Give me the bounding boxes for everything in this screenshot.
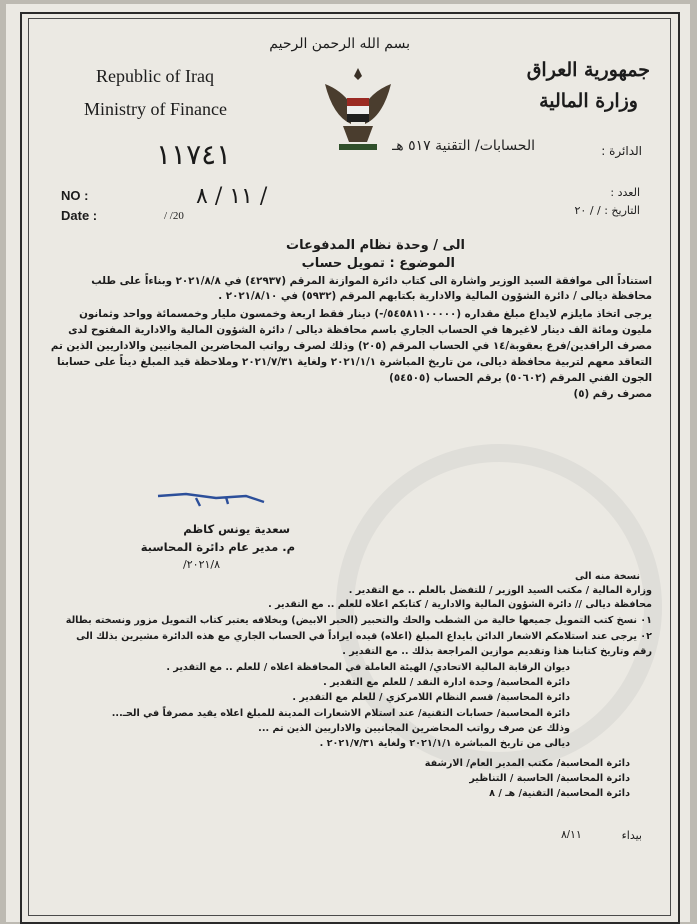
copy-line: ديالى من تاريخ المباشرة ٢٠٢١/١/١ ولغاية ٢٠٢١/٧/٣١ .: [319, 738, 570, 749]
copies-heading: نسخة منه الى: [574, 571, 640, 582]
letter-line: محافظة ديالى / دائرة الشؤون المالية والادارية بكتابهم المرقم (٥٩٣٢) في ٢٠٢١/٨/١٠ .: [218, 290, 652, 302]
date-label: Date :: [61, 208, 98, 223]
letter-line: مليون ومائة الف دينار لاغيرها في الحساب الجاري باسم محافظة ديالى / دائرة الشؤون المالية والادارية المفتوح لدى: [68, 324, 652, 336]
copy-line: ٠١ نسخ كتب التمويل جميعها خالية من الشطب والحك والتحبير (الحبر الابيض) وبخلافه يعتبر كتاب التمويل مزور ونسخته بطالة: [65, 615, 652, 626]
republic-en: Republic of Iraq: [96, 66, 214, 86]
signatory-name: سعدية يونس كاظم: [183, 522, 290, 536]
republic-ar: جمهورية العراق: [526, 59, 650, 81]
typist-ref: ٨/١١: [561, 829, 582, 841]
date-value: / /20: [164, 210, 184, 222]
iraq-eagle-emblem-icon: [321, 64, 395, 156]
copy-line: ديوان الرقابة المالية الاتحادي/ الهيئة العاملة في المحافظة اعلاه / للعلم .. مع التقدير .: [166, 662, 570, 673]
letter-line: التعاقد معهم لتربية محافظة ديالى، من تاريخ المباشرة ٢٠٢١/١/١ ولغاية ٢٠٢١/٧/٣١ وملاحظة قيد المبلغ ديناً على حسابنا: [57, 356, 652, 368]
letter-line: استناداً الى موافقة السيد الوزير واشارة الى كتاب دائرة الموازنة المرقم (٤٢٩٣٧) في ٢٠٢١/٨/٨ وبناءاً على طلب: [91, 275, 652, 287]
copy-line: وزارة المالية / مكتب السيد الوزير / للتفضل بالعلم .. مع التقدير .: [348, 585, 652, 596]
letter-line: يرجى اتخاذ مايلزم لايداع مبلغ مقداره (٥٤٥٨١١٠٠٠٠٠/-) دينار فقط اربعة وخمسون مليار وخمسمائة وواحد وثمانون: [79, 308, 652, 320]
copy-line: دائرة المحاسبة/ الحاسبة / التناظير: [469, 773, 630, 784]
handwritten-date: ١١ / ٨ /: [196, 184, 268, 209]
letter-recipient: الى / وحدة نظام المدفوعات: [286, 238, 465, 253]
copy-line: دائرة المحاسبة/ التقنية/ هـ / ٨: [489, 788, 630, 799]
copy-line: دائرة المحاسبة/ قسم النظام اللامركزي / للعلم مع التقدير .: [292, 692, 570, 703]
ministry-ar: وزارة المالية: [539, 90, 638, 112]
handwritten-number: ١١٧٤١: [156, 138, 232, 171]
department-label: الدائرة :: [601, 144, 642, 158]
letter-line: مصرف الرافدين/فرع بعقوبة/١٤ في الحساب المرقم (٢٠٥) وذلك لصرف رواتب المحاضرين المجانيين والاداريين الذين تم: [50, 340, 652, 352]
letter-subject: الموضوع : تمويل حساب: [301, 256, 455, 271]
copy-line: دائرة المحاسبة/ حسابات التقنية/ عند استلام الاشعارات المدينة للمبلغ اعلاه يقيد مصرفاً في الحـ...: [111, 708, 570, 719]
date-ar-label: التاريخ : / / ٢٠: [574, 204, 640, 217]
copy-line: رقم وتاريخ كتابنا هذا وتقديم موازين المراجعة بذلك .. مع التقدير .: [342, 646, 652, 657]
number-ar-label: العدد :: [610, 186, 640, 199]
copy-line: ٠٢ يرجى عند استلامكم الاشعار الدائن بايداع المبلغ (اعلاه) قيده ايراداً في الحساب الجاري مع هذه الدائرة مشيرين بذلك الى: [76, 631, 652, 642]
letter-line: الجون الفني المرقم (٥٠٦٠٢) برقم الحساب (٥٤٥٠٥): [389, 372, 652, 384]
typist-name: بيداء: [621, 829, 642, 842]
copy-line: محافظة ديالى // دائرة الشؤون المالية والادارية / كتابكم اعلاه للعلم .. مع التقدير .: [268, 599, 652, 610]
no-label: NO :: [61, 188, 89, 203]
ministry-en: Ministry of Finance: [84, 99, 227, 119]
handwritten-signature-icon: [156, 488, 266, 510]
letter-line: مصرف رقم (٥): [573, 388, 652, 400]
copy-line: دائرة المحاسبة/ وحدة ادارة النقد / للعلم مع التقدير .: [323, 677, 570, 688]
signature-date: ٢٠٢١/٨/: [183, 558, 220, 571]
copy-line: وذلك عن صرف رواتب المحاضرين المجانيين والاداريين الذين تم ...: [258, 723, 570, 734]
basmala: بسم الله الرحمن الرحيم: [269, 36, 410, 52]
signatory-title: م. مدير عام دائرة المحاسبة: [140, 540, 295, 554]
copy-line: دائرة المحاسبة/ مكتب المدير العام/ الارشفة: [424, 758, 630, 769]
document-page: [6, 4, 690, 922]
department-handwritten: الحسابات/ التقنية ٥١٧ هـ: [392, 138, 535, 154]
